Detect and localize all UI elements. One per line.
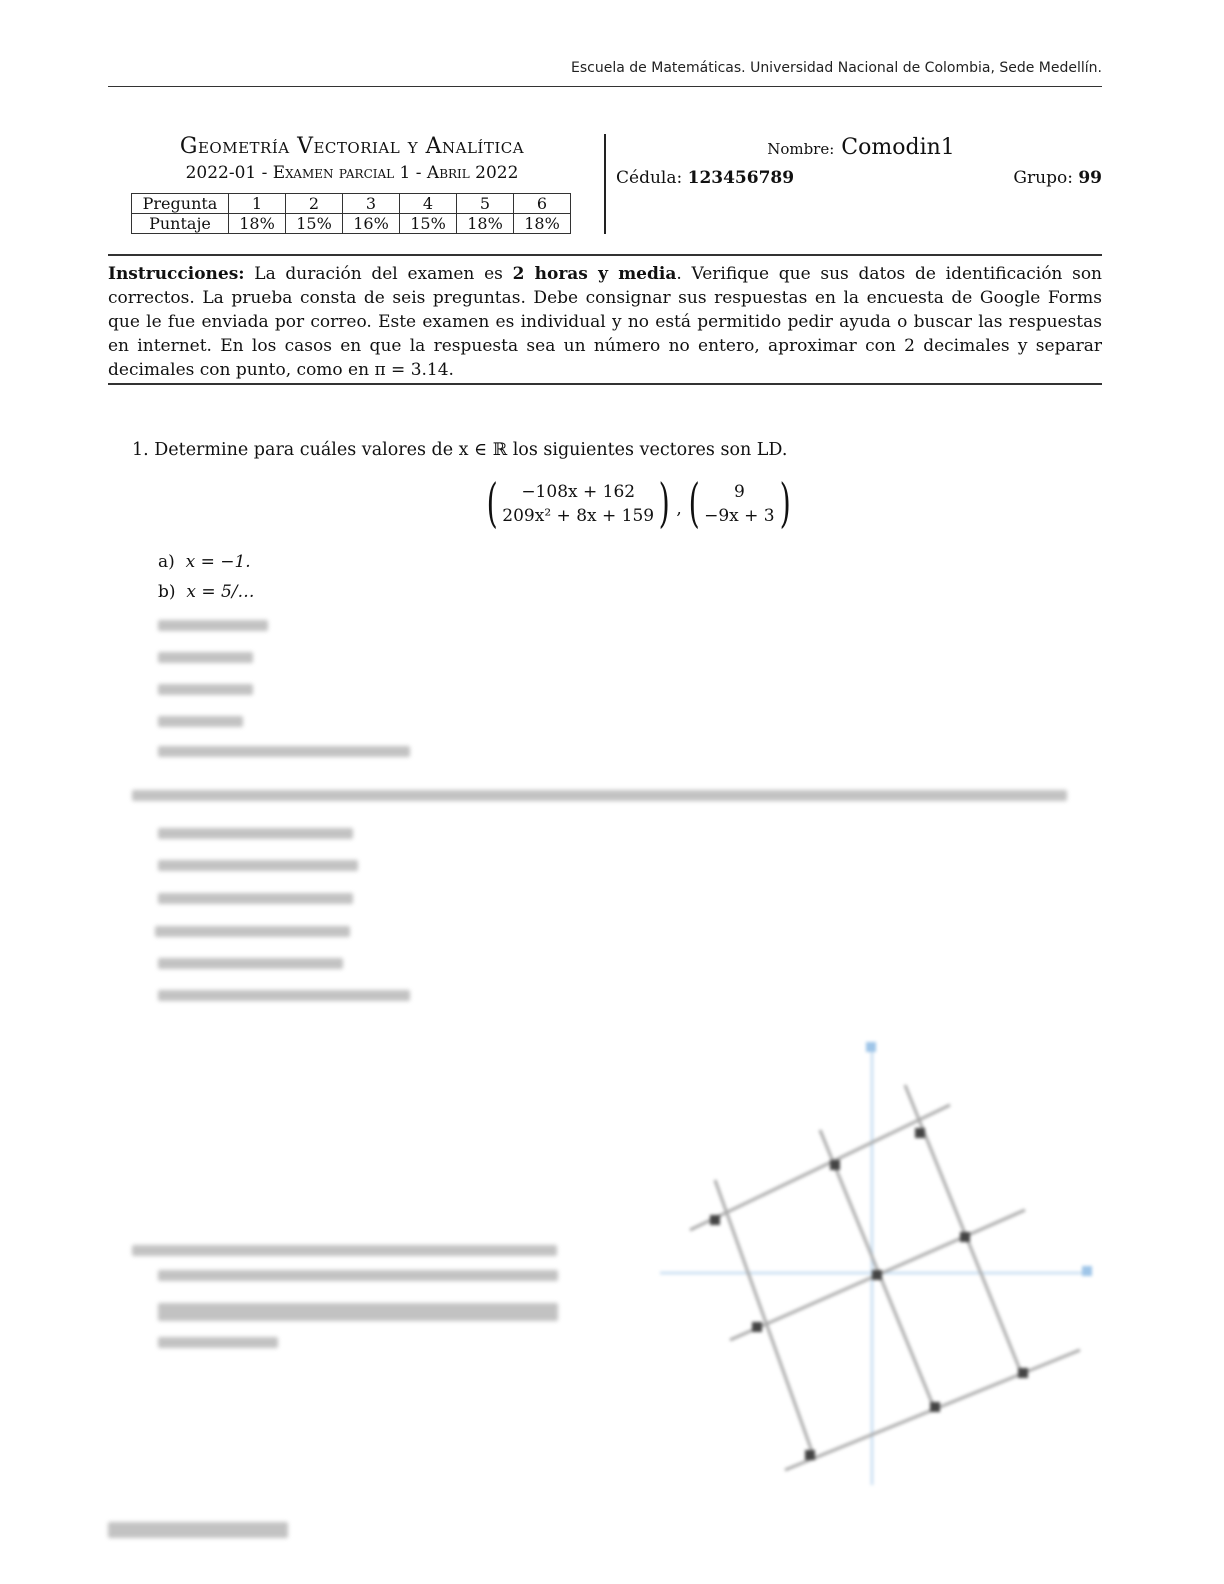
row-label: Pregunta [132, 194, 229, 214]
grid-diagram [650, 1030, 1100, 1490]
score-value: 18% [457, 214, 514, 234]
left-paren: ( [688, 474, 700, 534]
separator: , [676, 499, 682, 519]
exam-subtitle: 2022-01 - Examen parcial 1 - Abril 2022 [185, 163, 519, 183]
grid-points [710, 1128, 1028, 1460]
course-title: Geometría Vectorial y Analítica [179, 134, 525, 159]
redacted-line [158, 716, 243, 727]
question-number: 6 [514, 194, 571, 214]
redacted-line [158, 652, 253, 663]
vector-entry: 9 [733, 482, 745, 502]
left-paren: ( [486, 474, 498, 534]
y-axis-arrow [866, 1042, 876, 1052]
student-name: Comodin1 [841, 135, 955, 160]
right-paren: ) [658, 474, 670, 534]
redacted-line [158, 620, 268, 631]
question-number: 3 [343, 194, 400, 214]
redacted-line [158, 684, 253, 695]
option-text: x = 5/… [186, 582, 255, 602]
redacted-line [158, 828, 353, 839]
redacted-line [158, 746, 410, 757]
redacted-line [158, 958, 343, 969]
redacted-line [158, 893, 353, 904]
name-label: Nombre: [767, 140, 835, 158]
instructions-text: . Verifique que sus datos de identificación son correctos. La prueba consta de seis preguntas. Debe consignar sus respuestas en la encuesta de Google Forms que le fue enviada por correo. Este examen es individual y no está permitido pedir ayuda o buscar las respuestas en internet. En los casos en que la respuesta sea un número no entero, aproximar con 2 decimales y separar decimales con punto, como en π = 3.14. [108, 264, 1102, 380]
question-text: Determine para cuáles valores de x ∈ ℝ los siguientes vectores son LD. [154, 440, 788, 460]
instructions-label: Instrucciones: [108, 264, 245, 284]
option-label: b) [158, 582, 176, 602]
score-value: 18% [514, 214, 571, 234]
redacted-line [155, 926, 350, 937]
question-number: 4 [400, 194, 457, 214]
id-label: Cédula: [616, 168, 683, 188]
question-number: 2 [286, 194, 343, 214]
redacted-line [158, 860, 358, 871]
option-label: a) [158, 552, 175, 572]
question-number: 1. [132, 440, 149, 460]
right-paren: ) [779, 474, 791, 534]
vector-entry: −9x + 3 [704, 506, 775, 526]
redacted-line [158, 1270, 558, 1281]
group-label: Grupo: [1013, 168, 1073, 188]
redacted-footer [108, 1522, 288, 1538]
student-id: 123456789 [687, 168, 795, 188]
score-value: 16% [343, 214, 400, 234]
redacted-line [132, 1245, 557, 1256]
grid-lines [690, 1085, 1080, 1470]
vector-entry: 209x² + 8x + 159 [502, 506, 655, 526]
redacted-line [132, 790, 1067, 801]
question-number: 1 [229, 194, 286, 214]
instructions-text: La duración del examen es [244, 264, 513, 284]
institution-header: Escuela de Matemáticas. Universidad Nacional de Colombia, Sede Medellín. [571, 60, 1102, 76]
x-axis-arrow [1082, 1266, 1092, 1276]
score-value: 15% [286, 214, 343, 234]
score-value: 15% [400, 214, 457, 234]
redacted-line [158, 1303, 558, 1321]
redacted-line [158, 990, 410, 1001]
vector-entry: −108x + 162 [521, 482, 636, 502]
option-text: x = −1. [185, 552, 251, 572]
exam-duration: 2 horas y media [512, 264, 677, 284]
question-number: 5 [457, 194, 514, 214]
score-value: 18% [229, 214, 286, 234]
redacted-line [158, 1337, 278, 1348]
group-number: 99 [1078, 168, 1102, 188]
row-label: Puntaje [132, 214, 229, 234]
